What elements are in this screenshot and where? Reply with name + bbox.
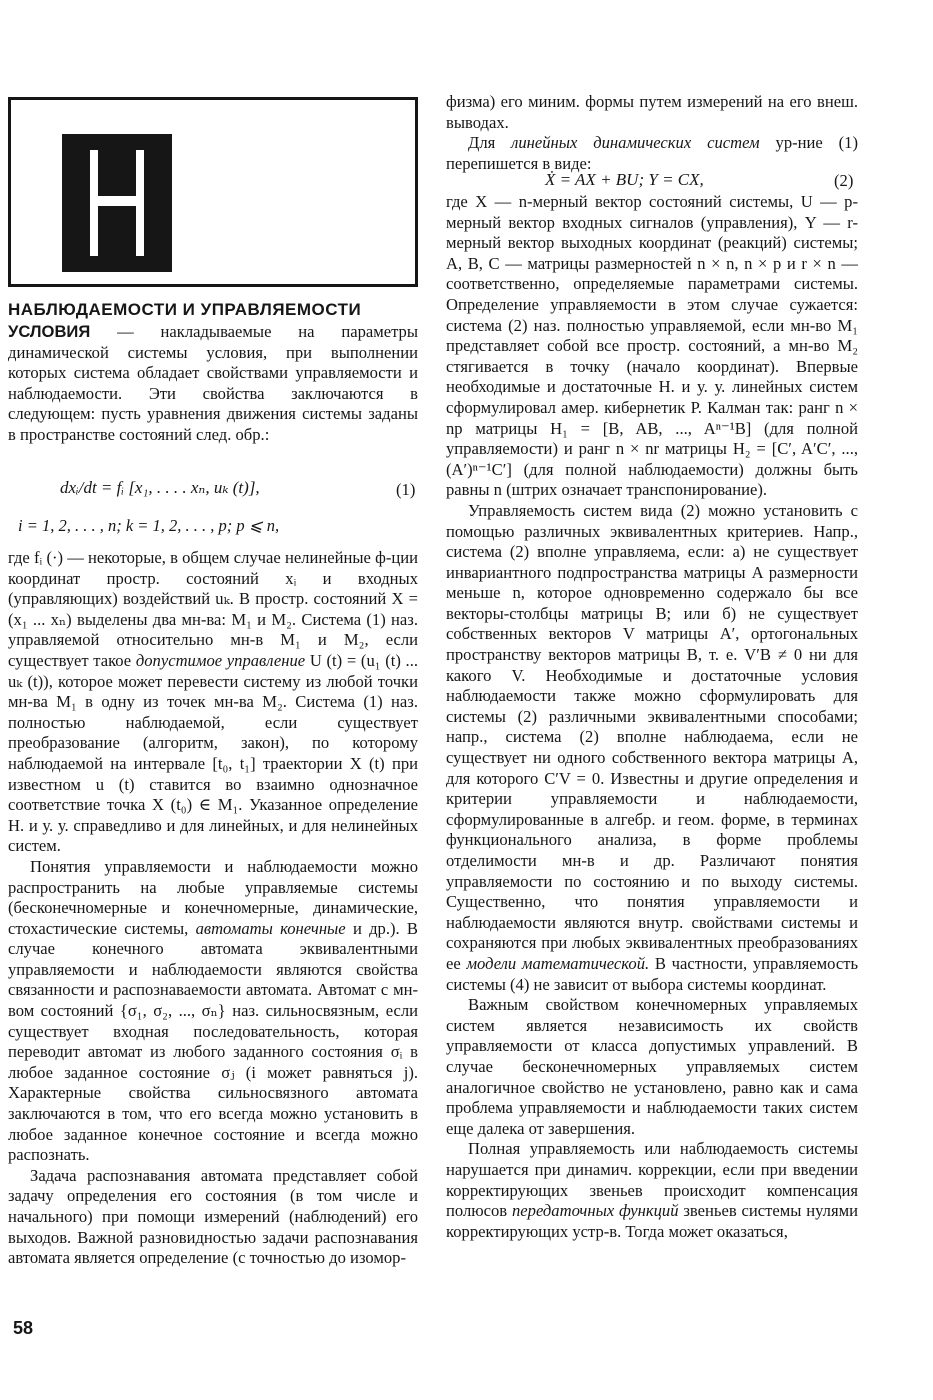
right-paragraph-2: Для линейных динамических систем ур-ние (1) перепишется в виде: xyxy=(446,133,858,173)
right-paragraph-3: где X — n-мерный вектор состояний системы, U — p-мерный вектор входных сигналов (управления), Y — r-мерный вектор выходных координат (реакций) системы; A, B, C — матрицы размерностей n × n, n × p и r × n — соответственно, определяемые параметрами системы. Определение управляемости в этом случае сужается: система (2) наз. полностью управляемой, если мн-во M₁ представляет собой все простр. состояний, а мн-во M₂ стягивается в точку (начало координат). Впервые необходимые и достаточные Н. и у. у. линейных систем сформулировал амер. кибернетик Р. Калман так: ранг n × np матрицы H₁ = [B, AB, ..., Aⁿ⁻¹B] (для полной управляемости) и ранг n × nr матрицы H₂ = [C′, A′C′, ..., (A′)ⁿ⁻¹C′] (для полной наблюдаемости) должны быть равны n (штрих означает транспонирование). xyxy=(446,192,858,500)
formula-1-conditions: i = 1, 2, . . . , n; k = 1, 2, . . . , p; p ⩽ n, xyxy=(18,516,280,535)
formula-1: dxᵢ/dt = fᵢ [x₁, . . . . xₙ, uₖ (t)], xyxy=(60,478,260,497)
left-paragraph-2: где fᵢ (·) — некоторые, в общем случае нелинейные ф-ции координат простр. состояний xᵢ и входных (управляющих) воздействий uₖ. В простр. состояний X = (x₁ ... xₙ) выделены два мн-ва: M₁ и M₂. Система (1) наз. управляемой относительно мн-в M₁ и M₂, если существует такое допустимое управление U (t) = (u₁ (t) ... uₖ (t)), которое может перевести систему из любой точки мн-ва M₁ в одну из точек мн-ва M₂. Система (1) наз. полностью наблюдаемой, если существует преобразование (алгоритм, закон), по которому наблюдаемой на интервале [t₀, t₁] траектории X (t) при известном u (t) ставится во взаимно однозначное соответствие точка X (t₀) ∈ M₁. Указанное определение Н. и у. у. справедливо и для линейных, и для нелинейных систем. xyxy=(8,548,418,856)
right-column-cont xyxy=(446,192,858,1242)
page-number: 58 xyxy=(13,1318,34,1338)
left-paragraph-4: Задача распознавания автомата представляет собой задачу определения его состояния (в том числе и начального) при помощи измерений (наблюдений) его выходов. Важной разновидностью задачи распознавания автомата является определение (с точностью до изомор- xyxy=(8,1165,418,1268)
formula-2-number: (2) xyxy=(834,171,854,190)
article-heading xyxy=(8,300,418,320)
right-column xyxy=(446,92,858,174)
heading-line-1: НАБЛЮДАЕМОСТИ И УПРАВЛЯЕМОСТИ xyxy=(8,300,362,319)
right-paragraph-5: Важным свойством конечномерных управляемых систем является независимость их свойств управляемости от класса допустимых управлений. В случае бесконечномерных управляемых систем аналогичное свойство не установлено, равно как и сама проблема управляемости и наблюдаемости таких систем еще далека от завершения. xyxy=(446,995,858,1138)
formula-2: Ẋ = AX + BU; Y = CX, xyxy=(545,170,704,189)
initial-letter-frame xyxy=(8,97,418,287)
left-column-cont xyxy=(8,548,418,1269)
left-paragraph-1: УСЛОВИЯ — накладываемые на параметры динамической системы условия, при выполнении которых система обладает свойствами управляемости и наблюдаемости. Эти свойства заключаются в следующем: пусть уравнения движения системы заданы в пространстве состояний след. обр.: xyxy=(8,322,418,444)
left-paragraph-3: Понятия управляемости и наблюдаемости можно распространить на любые управляемые системы (бесконечномерные и конечномерные, динамические, стохастические системы, автоматы конечные и др.). В случае конечного автомата эквивалентными управляемости и наблюдаемости являются свойства связанности и распознаваемости автомата. Автомат с мн-вом состояний {σ₁, σ₂, ..., σₙ} наз. сильносвязным, если существует входная последовательность, которая переводит автомат из любого заданного состояния σᵢ в любое заданное состояние σⱼ (i может равняться j). Характерные свойства сильносвязного автомата заключаются в том, что его всегда можно установить в любое заданное конечное состояние и всегда можно распознать. xyxy=(8,856,418,1165)
right-paragraph-6: Полная управляемость или наблюдаемость системы нарушается при динамич. коррекции, если при введении корректирующих звеньев происходит компенсация полюсов передаточных функций звеньев системы нулями корректирующих устр-в. Тогда может оказаться, xyxy=(446,1139,858,1241)
heading-line-2: УСЛОВИЯ xyxy=(8,322,91,341)
initial-letter-h xyxy=(62,134,172,272)
initial-letter-text xyxy=(11,100,12,101)
right-paragraph-4: Управляемость систем вида (2) можно установить с помощью различных эквивалентных критериев. Напр., система (2) вполне управляема, если: а) не существует инвариантного подпространства матрицы A размерности меньше n, которое одновременно содержало бы все векторы-столбцы матрицы B; или б) не существует собственных векторов V матрицы A′, ортогональных пространству векторов матрицы B, т. е. V′B ≠ 0 ни для какого V. Необходимые и достаточные условия наблюдаемости также можно сформулировать для системы (2) различными эквивалентными способами; напр., система (2) вполне наблюдаема, если не существует ни одного собственного вектора матрицы A, для которого C′V = 0. Известны и другие определения и критерии управляемости и наблюдаемости, сформулированные в алгебр. и геом. форме, в терминах функционального анализа, в форме проблемы отделимости мн-в и др. Различают понятия управляемости по состоянию и по выходу системы. Существенно, что понятия управляемости и наблюдаемости являются внутр. свойствами системы и сохраняются при любых эквивалентных преобразованиях ее модели математической. В частности, управляемость системы (4) не зависит от выбора системы координат. xyxy=(446,500,859,994)
left-column xyxy=(8,322,418,446)
right-paragraph-1: физма) его миним. формы путем измерений на его внеш. выводах. xyxy=(446,92,858,132)
formula-1-number: (1) xyxy=(396,480,416,499)
